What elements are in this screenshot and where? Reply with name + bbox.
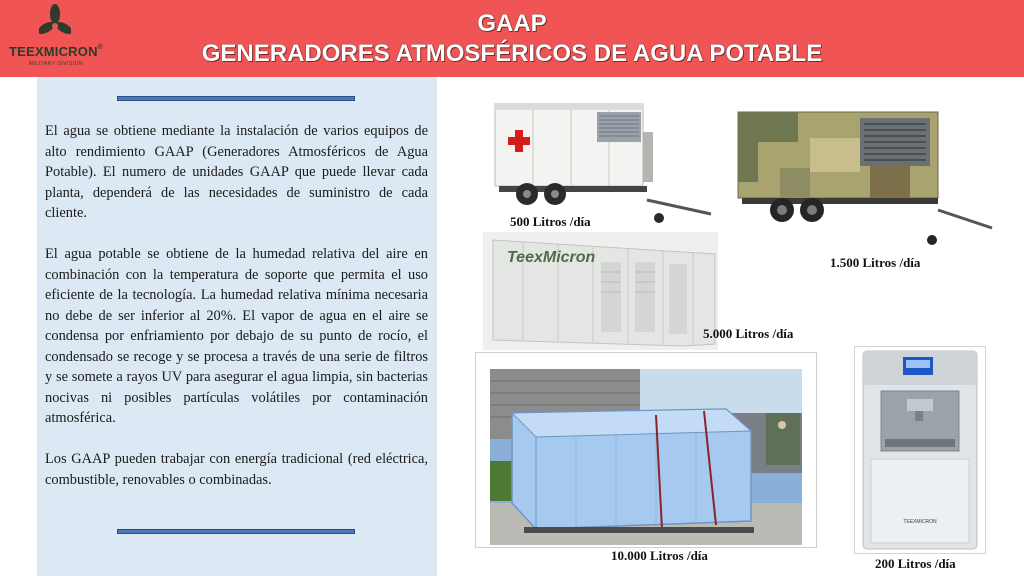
product-image-5000: [483, 232, 718, 350]
product-image-200: [854, 346, 986, 554]
bottom-divider: [117, 529, 355, 534]
paragraph-process: El agua potable se obtiene de la humedad relativa del aire en combinación con la temperatura de soporte que permita el uso eficiente de la tecnología. La humedad relativa mínima necesaria no debe de ser inferior al 20%. El vapor de agua en el aire se condensa por enfriamiento por debajo de su punto de rocío, el condensado se recoge y se procesa a través de una serie de filtros y se somete a rayos UV para asegurar el agua limpia, sin bacterias nocivas ni posibles partículas volátiles por contaminación atmosférica.: [45, 246, 428, 426]
unit-brand-label: TeexMicron: [507, 249, 596, 266]
paragraph-intro: El agua se obtiene mediante la instalación de varios equipos de alto rendimiento GAAP (Generadores Atmosféricos de Agua Potable). El numero de unidades GAAP que puede llevar cada planta, dependerá de las necesidades de suministro de cada cliente.: [45, 123, 428, 221]
caption-500: 500 Litros /día: [510, 214, 591, 229]
top-divider: [117, 96, 355, 101]
product-image-10000: [475, 352, 817, 548]
caption-1500: 1.500 Litros /día: [830, 255, 921, 270]
logo-subtitle: MILITARY DIVISION: [28, 61, 84, 67]
logo-wordmark: TEEXMICRON®: [8, 44, 104, 59]
paragraph-energy: Los GAAP pueden trabajar con energía tradicional (red eléctrica, combustible, renovables o combinadas.: [45, 451, 428, 488]
caption-10000: 10.000 Litros /día: [611, 548, 708, 563]
caption-200: 200 Litros /día: [875, 556, 956, 571]
caption-5000: 5.000 Litros /día: [703, 326, 794, 341]
dispenser-brand-label: TEEXMICRON: [903, 519, 937, 525]
product-image-500: [489, 90, 719, 230]
page-title-line2: GENERADORES ATMOSFÉRICOS DE AGUA POTABLE: [201, 40, 823, 67]
product-image-1500: [720, 98, 1002, 250]
header-bar: [0, 0, 1024, 77]
page-title-line1: GAAP: [477, 10, 547, 37]
